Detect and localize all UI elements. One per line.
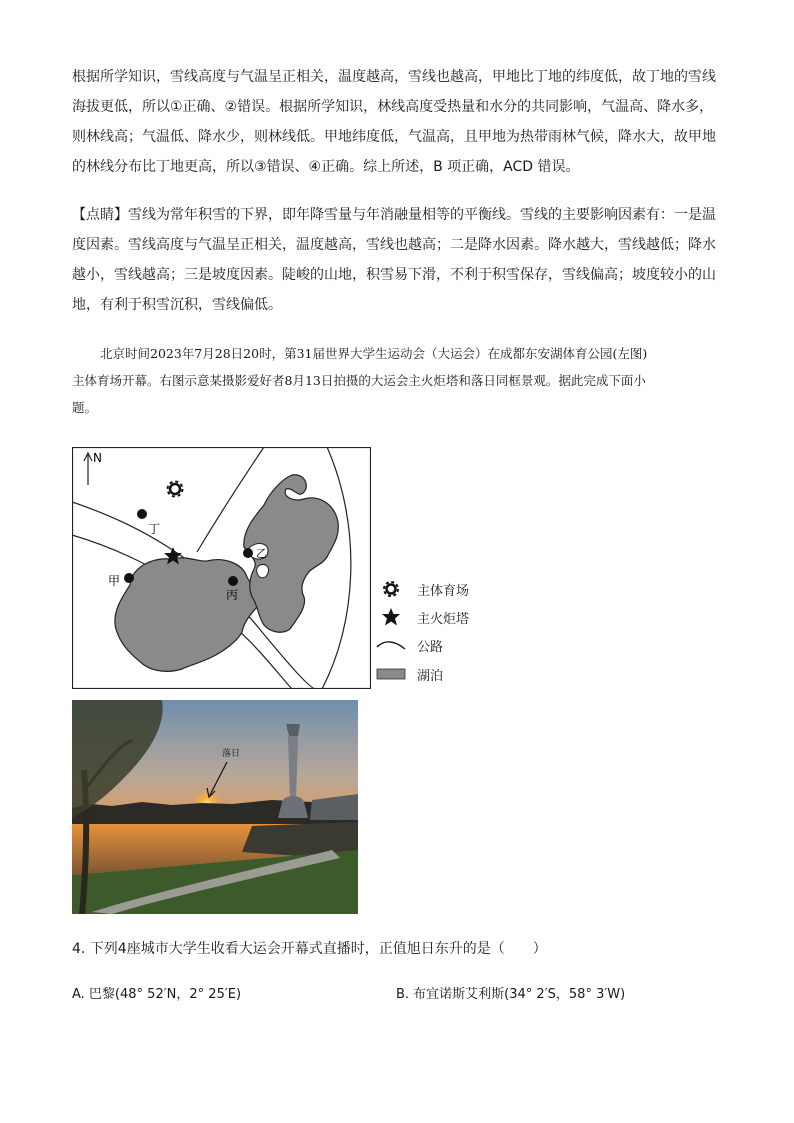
tip-line: 【点睛】雪线为常年积雪的下界，即年降雪量与年消融量相等的平衡线。雪线的主要影响因素有：一是温: [72, 207, 716, 223]
legend-item: [375, 633, 443, 657]
gear-icon: [375, 579, 407, 599]
legend-label: 公路: [417, 639, 444, 655]
stem-line: 主体育场开幕。右图示意某摄影爱好者8月13日拍摄的大运会主火炬塔和落日同框景观。据此完成下面小: [72, 373, 646, 388]
point-jia-label: 甲: [108, 574, 121, 588]
question-4-text: 4. 下列4座城市大学生收看大运会开幕式直播时，正值旭日东升的是（ ）: [72, 941, 547, 957]
analysis-line: 的林线分布比丁地更高，所以③错误、④正确。综上所述，B 项正确，ACD 错误。: [72, 159, 580, 175]
point-yi: [243, 548, 253, 558]
analysis-line: 则林线高；气温低、降水少，则林线低。甲地纬度低，气温高，且甲地为热带雨林气候，降水大，故甲地: [72, 129, 716, 145]
analysis-line: 根据所学知识，雪线高度与气温呈正相关，温度越高，雪线也越高，甲地比丁地的纬度低，故丁地的雪线: [72, 69, 716, 85]
star-icon: [375, 607, 407, 627]
point-ding-label: 丁: [148, 522, 161, 536]
tip-paragraph: [72, 200, 722, 320]
tip-line: 越小，雪线越高；三是坡度因素。陡峻的山地，积雪易下滑，不利于积雪保存，雪线偏高；坡度较小的山: [72, 267, 716, 283]
north-label: N: [93, 451, 102, 465]
sunset-photo: [72, 700, 358, 914]
sunset-annotation-label: 落日: [222, 749, 241, 759]
legend-item: [375, 605, 469, 629]
analysis-line: 海拔更低，所以①正确、②错误。根据所学知识，林线高度受热量和水分的共同影响，气温高、降水多，: [72, 99, 714, 115]
question-stem: [72, 340, 722, 421]
legend-label: 湖泊: [417, 668, 444, 684]
lake-swatch-icon: [375, 664, 407, 684]
legend-item: [375, 662, 443, 686]
legend-label: 主火炬塔: [417, 611, 470, 627]
legend-item: [375, 577, 469, 601]
tip-line: 地，有利于积雪沉积，雪线偏低。: [72, 297, 282, 313]
analysis-paragraph: [72, 62, 722, 182]
option-b[interactable]: B. 布宜诺斯艾利斯(34° 2′S，58° 3′W): [396, 987, 626, 1002]
road-line-icon: [375, 635, 407, 655]
island: [257, 564, 269, 577]
stem-line: 北京时间2023年7月28日20时，第31届世界大学生运动会（大运会）在成都东安湖体育公园(左图): [100, 346, 648, 361]
tip-line: 度因素。雪线高度与气温呈正相关，温度越高，雪线也越高；二是降水因素。降水越大，雪线越低；降水: [72, 237, 716, 253]
point-bing-label: 丙: [226, 588, 239, 602]
option-a[interactable]: A. 巴黎(48° 52′N，2° 25′E): [72, 987, 242, 1002]
lake-park-map: [72, 447, 371, 689]
stem-line: 题。: [72, 400, 98, 415]
point-bing: [228, 576, 238, 586]
legend-label: 主体育场: [417, 583, 470, 599]
point-ding: [137, 509, 147, 519]
point-jia: [124, 573, 134, 583]
point-yi-label: 乙: [256, 547, 267, 560]
